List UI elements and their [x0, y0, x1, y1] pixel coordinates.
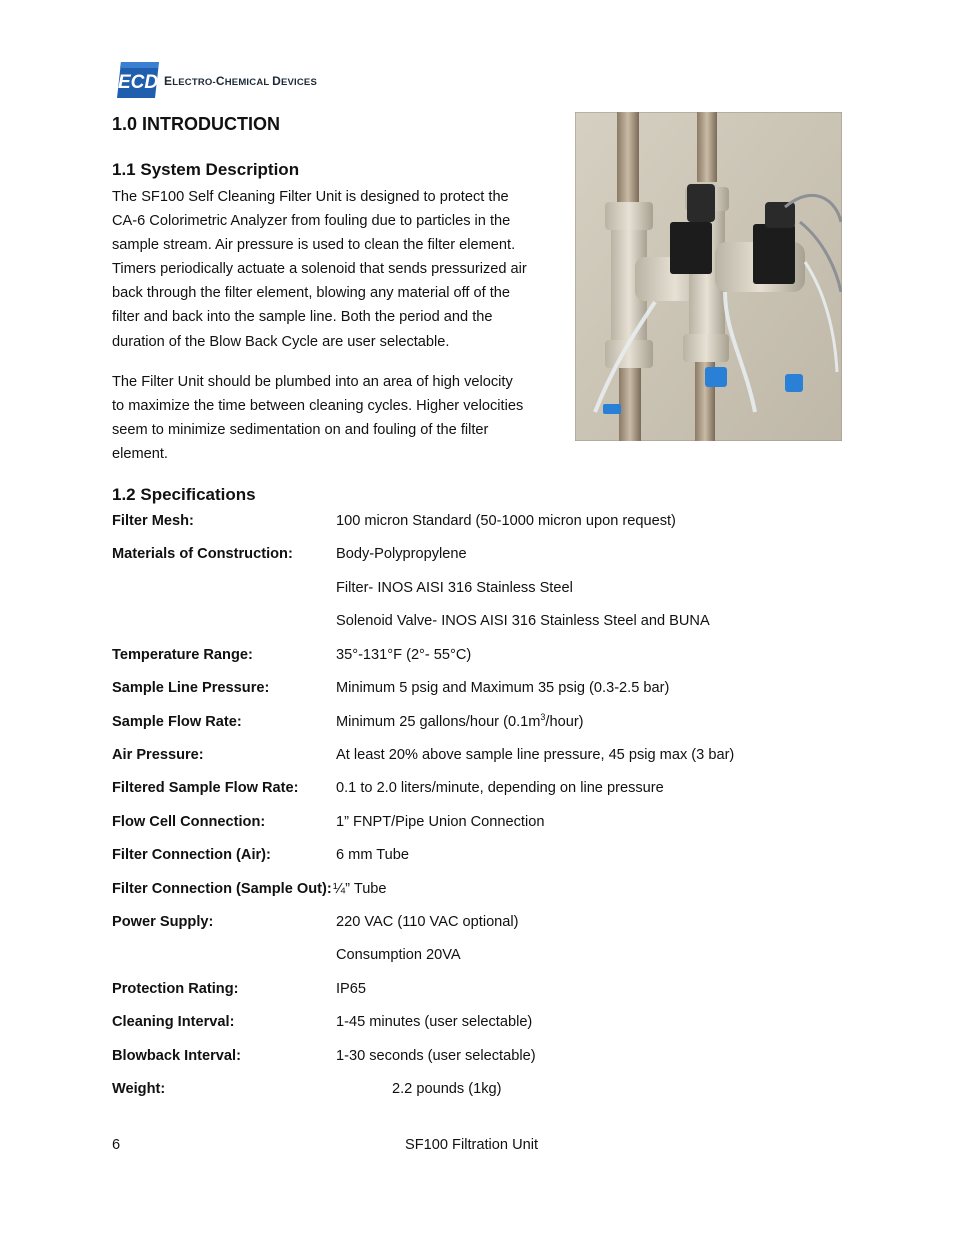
- spec-row: [112, 979, 832, 999]
- spec-row: [112, 1012, 832, 1032]
- paragraph-line: The SF100 Self Cleaning Filter Unit is designed to protect the: [112, 189, 509, 205]
- system-description-paragraph-2: [112, 370, 567, 466]
- spec-label: Filtered Sample Flow Rate:: [112, 780, 299, 796]
- paragraph-line: sample stream. Air pressure is used to clean the filter element.: [112, 237, 516, 254]
- spec-label: Sample Flow Rate:: [112, 714, 242, 730]
- system-description-heading: 1.1 System Description: [112, 160, 300, 179]
- spec-value: [336, 578, 573, 598]
- spec-value-text: 220 VAC (110 VAC optional): [336, 914, 519, 930]
- spec-value: [336, 778, 664, 798]
- spec-value: [392, 1079, 502, 1099]
- spec-label: Filter Mesh:: [112, 513, 194, 529]
- company-name-part: HEMICAL: [224, 77, 273, 88]
- spec-value: [336, 1012, 532, 1032]
- spec-value-text: Solenoid Valve- INOS AISI 316 Stainless Steel and BUNA: [336, 613, 710, 629]
- specifications-heading: 1.2 Specifications: [112, 485, 256, 504]
- spec-label: Cleaning Interval:: [112, 1014, 235, 1030]
- paragraph-line: Timers periodically actuate a solenoid that sends pressurized air: [112, 261, 527, 278]
- spec-row: [112, 912, 832, 932]
- spec-value: [336, 712, 584, 732]
- spec-value: [336, 979, 366, 999]
- spec-value: [336, 544, 467, 564]
- spec-value-text: 35°-131°F (2°- 55°C): [336, 647, 472, 663]
- spec-value-text: 6 mm Tube: [336, 847, 409, 863]
- company-name-part: C: [215, 74, 225, 88]
- spec-value-text: ¼” Tube: [333, 881, 387, 897]
- spec-value-text: Minimum 5 psig and Maximum 35 psig (0.3-2.5 bar): [336, 680, 670, 696]
- spec-row: [112, 745, 832, 765]
- spec-label: Temperature Range:: [112, 647, 253, 663]
- spec-label: Sample Line Pressure:: [112, 680, 270, 696]
- spec-value-text: At least 20% above sample line pressure, 45 psig max (3 bar): [336, 747, 735, 763]
- spec-value-superscript: 3: [540, 712, 546, 722]
- spec-row: [112, 578, 832, 598]
- spec-label: Air Pressure:: [112, 747, 204, 763]
- spec-value: [336, 845, 409, 865]
- spec-label: Blowback Interval:: [112, 1048, 241, 1064]
- section-title: 1.0 INTRODUCTION: [112, 114, 281, 134]
- spec-value-text: 0.1 to 2.0 liters/minute, depending on line pressure: [336, 780, 664, 796]
- spec-row: [112, 1046, 832, 1066]
- spec-value: [336, 912, 519, 932]
- paragraph-line: back through the filter element, blowing any material off of the: [112, 285, 511, 302]
- spec-label: Power Supply:: [112, 914, 214, 930]
- spec-row: [112, 544, 832, 564]
- spec-label: Materials of Construction:: [112, 546, 293, 562]
- spec-value: [336, 645, 471, 665]
- paragraph-line: CA-6 Colorimetric Analyzer from fouling due to particles in the: [112, 213, 511, 230]
- spec-row: [112, 1079, 832, 1099]
- spec-row: [112, 645, 832, 665]
- spec-value: [336, 745, 734, 765]
- document-title: SF100 Filtration Unit: [405, 1137, 539, 1153]
- spec-label: Filter Connection (Sample Out):: [112, 881, 332, 897]
- spec-value-text: IP65: [336, 981, 367, 997]
- spec-value: [333, 879, 387, 899]
- spec-value-text: 1-30 seconds (user selectable): [336, 1048, 536, 1064]
- company-name-part: EVICES: [280, 77, 317, 88]
- spec-value-text: Body-Polypropylene: [336, 546, 467, 562]
- spec-value-text: 100 micron Standard (50-1000 micron upon request): [336, 513, 676, 529]
- spec-value: [336, 812, 544, 832]
- logo-mark-text: ECD: [117, 72, 159, 93]
- spec-label: Protection Rating:: [112, 981, 239, 997]
- spec-label: Weight:: [112, 1081, 166, 1097]
- spec-row: [112, 812, 832, 832]
- company-name-part: LECTRO-: [172, 77, 216, 88]
- spec-value-text: 2.2 pounds (1kg): [392, 1081, 502, 1097]
- spec-row: [112, 511, 832, 531]
- spec-row: [112, 879, 832, 899]
- system-description-paragraph-1: [112, 185, 567, 354]
- company-name-part: E: [164, 74, 173, 88]
- paragraph-line: to maximize the time between cleaning cycles. Higher velocities: [112, 398, 524, 415]
- ecd-logo-icon: [117, 62, 159, 98]
- page-number: 6: [112, 1137, 121, 1153]
- spec-row: [112, 778, 832, 798]
- spec-value-text: 1” FNPT/Pipe Union Connection: [336, 814, 545, 830]
- spec-value-suffix: /hour): [545, 714, 584, 730]
- spec-label: Flow Cell Connection:: [112, 814, 266, 830]
- spec-row: [112, 945, 832, 965]
- spec-value-text: Filter- INOS AISI 316 Stainless Steel: [336, 580, 573, 596]
- paragraph-line: element.: [112, 446, 168, 463]
- paragraph-line: duration of the Blow Back Cycle are user selectable.: [112, 333, 450, 350]
- company-name: [164, 74, 317, 88]
- spec-value: [336, 611, 710, 631]
- spec-value: [336, 1046, 536, 1066]
- paragraph-line: The Filter Unit should be plumbed into an area of high velocity: [112, 374, 513, 390]
- spec-value: [336, 511, 676, 531]
- spec-value-text: 1-45 minutes (user selectable): [336, 1014, 533, 1030]
- spec-label: Filter Connection (Air):: [112, 847, 271, 863]
- paragraph-line: filter and back into the sample line. Both the period and the: [112, 309, 493, 326]
- company-logo: [117, 62, 357, 100]
- spec-row: [112, 611, 832, 631]
- spec-row: [112, 845, 832, 865]
- spec-row: [112, 678, 832, 698]
- paragraph-line: seem to minimize sedimentation on and fouling of the filter: [112, 422, 489, 439]
- company-name-part: D: [272, 74, 281, 88]
- filter-unit-photo: [575, 112, 842, 441]
- spec-row: [112, 712, 832, 732]
- spec-value: [336, 945, 461, 965]
- spec-value: [336, 678, 669, 698]
- spec-value-text: Minimum 25 gallons/hour (0.1m: [336, 714, 541, 730]
- spec-value-text: Consumption 20VA: [336, 947, 461, 963]
